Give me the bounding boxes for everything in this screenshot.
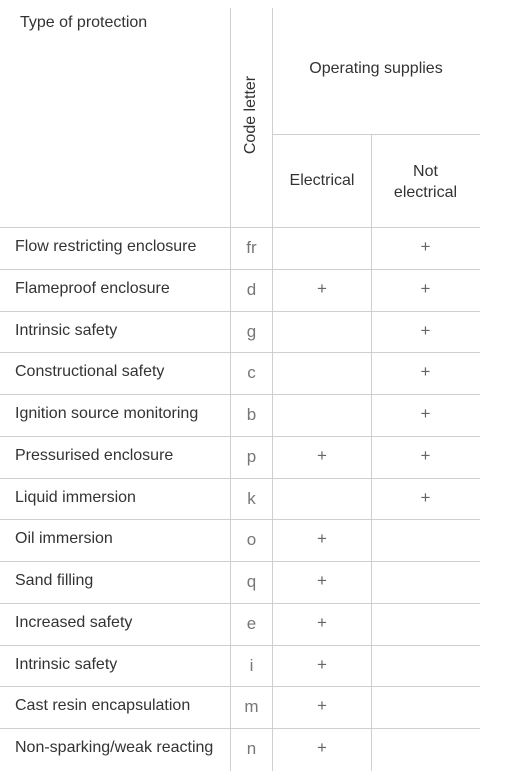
code-letter: c	[247, 363, 256, 383]
table-row	[0, 394, 480, 436]
code-letter: q	[246, 572, 257, 591]
header-operating-supplies: Operating supplies	[309, 60, 443, 77]
table-row	[0, 603, 480, 645]
table-row	[0, 686, 480, 728]
header-not-electrical-line1: Not	[413, 163, 438, 180]
header-code-letter	[230, 60, 273, 170]
protection-type-name: Non-sparking/weak reacting	[15, 739, 214, 756]
table-row	[0, 519, 480, 561]
table-row	[0, 436, 480, 478]
not-electrical-mark: +	[420, 445, 431, 465]
electrical-mark: +	[317, 278, 327, 298]
protection-type-name: Oil immersion	[15, 530, 113, 548]
table-row	[0, 352, 480, 394]
protection-type-name: Intrinsic safety	[15, 655, 118, 673]
protection-type-name: Pressurised enclosure	[15, 446, 174, 464]
header-electrical: Electrical	[289, 172, 355, 189]
code-letter: d	[246, 279, 257, 299]
header-not-electrical-line2: electrical	[393, 184, 458, 201]
not-electrical-mark: +	[420, 237, 431, 256]
electrical-mark: +	[317, 445, 327, 465]
table-row	[0, 645, 480, 687]
electrical-mark: +	[317, 654, 327, 674]
code-letter: o	[246, 530, 257, 550]
not-electrical-mark: +	[420, 320, 431, 340]
electrical-mark: +	[317, 696, 327, 716]
header-type-of-protection: Type of protection	[20, 14, 148, 31]
electrical-mark: +	[317, 738, 327, 757]
code-letter: g	[246, 321, 257, 341]
code-letter: p	[246, 446, 257, 466]
code-letter: fr	[246, 238, 257, 257]
protection-type-name: Liquid immersion	[15, 488, 136, 506]
protection-type-name: Intrinsic safety	[15, 321, 118, 339]
not-electrical-mark: +	[420, 404, 431, 423]
header-not-electrical	[372, 161, 479, 203]
table-body	[0, 227, 480, 770]
protection-type-name: Ignition source monitoring	[15, 405, 199, 422]
protection-type-name: Flow restricting enclosure	[15, 238, 197, 255]
electrical-mark: +	[317, 571, 327, 590]
table-row	[0, 561, 480, 603]
code-letter: k	[247, 488, 256, 508]
protection-type-name: Increased safety	[15, 613, 133, 631]
code-letter: n	[246, 739, 257, 758]
table-row	[0, 269, 480, 311]
protection-type-name: Constructional safety	[15, 363, 165, 381]
not-electrical-mark: +	[420, 278, 431, 298]
code-letter: b	[246, 405, 257, 424]
protection-type-name: Flameproof enclosure	[15, 279, 170, 297]
code-letter: i	[249, 655, 254, 675]
code-letter: m	[244, 697, 259, 717]
protection-type-name: Sand filling	[15, 572, 94, 589]
electrical-mark: +	[317, 612, 327, 632]
not-electrical-mark: +	[420, 487, 431, 507]
table-row	[0, 728, 480, 770]
table-row	[0, 227, 480, 269]
divider-supplies-header	[272, 134, 480, 135]
table-row	[0, 478, 480, 520]
code-letter: e	[246, 613, 257, 633]
not-electrical-mark: +	[420, 362, 431, 382]
protection-type-name: Cast resin encapsulation	[15, 697, 191, 715]
header-code-letter-text: Code letter	[242, 75, 260, 155]
table-row	[0, 311, 480, 353]
electrical-mark: +	[317, 529, 327, 549]
